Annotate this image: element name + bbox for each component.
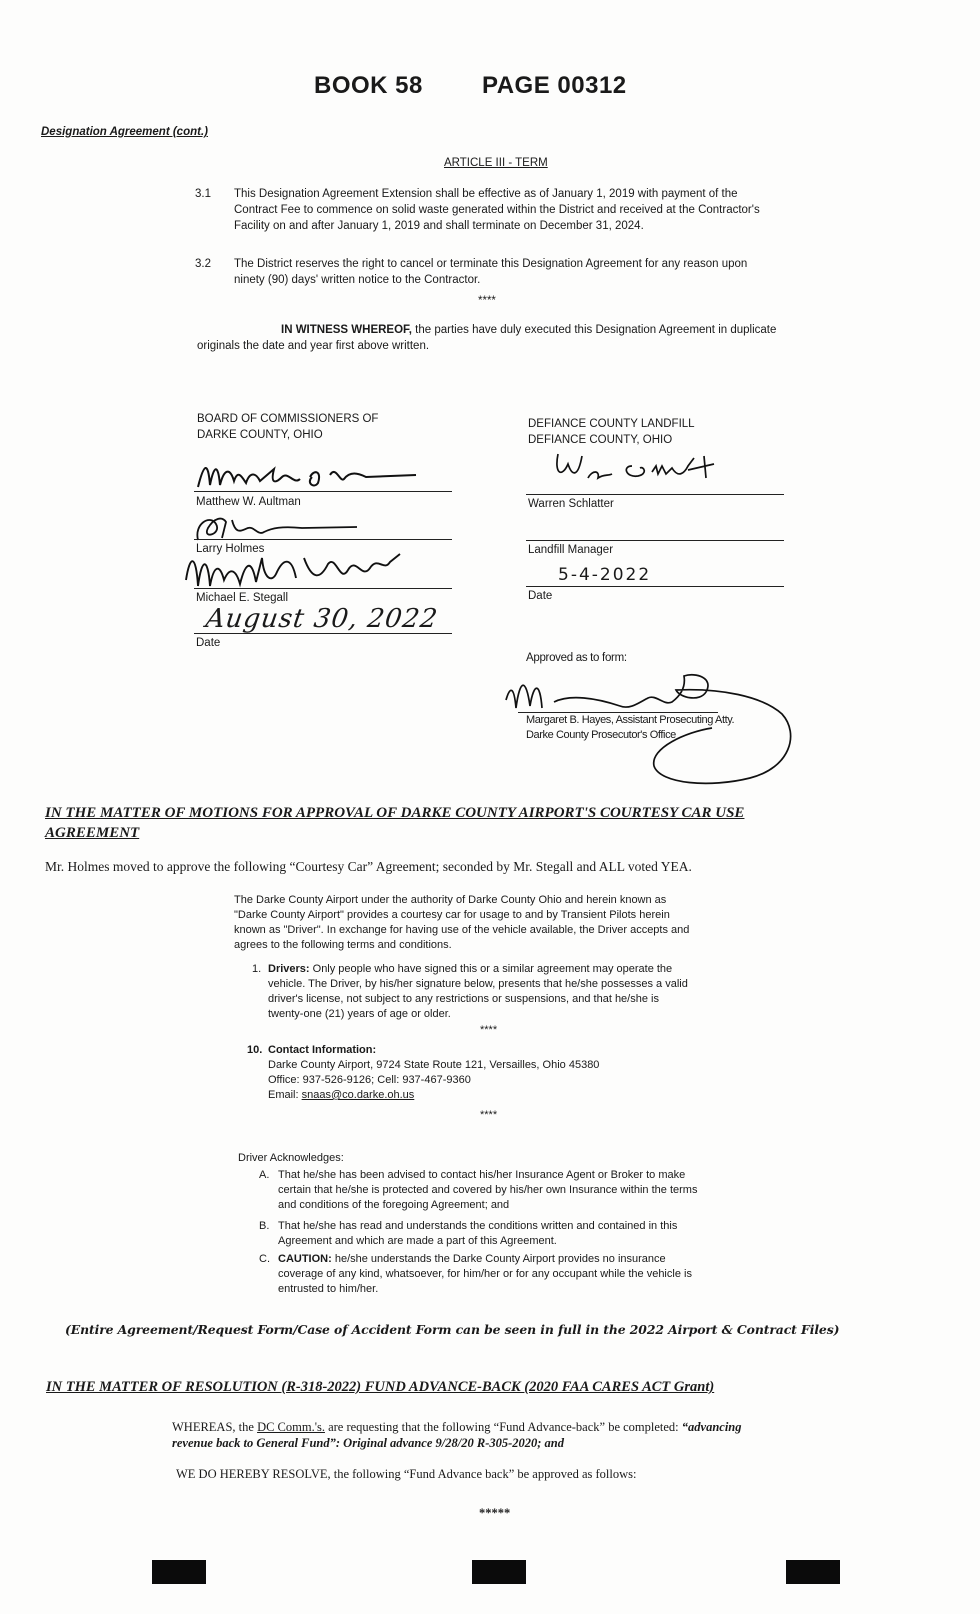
redaction-bar — [786, 1560, 840, 1584]
approved-label: Approved as to form: — [526, 652, 627, 664]
list-number: 1. — [252, 963, 262, 975]
redaction-bar — [152, 1560, 206, 1584]
book-number: BOOK 58 — [314, 72, 423, 99]
whereas-clause: WHEREAS, the DC Comm.'s. are requesting that the following “Fund Advance-back” be completed: “advancing revenue back to General Fund”: Original advance 9/28/20 R-305-2020; and — [172, 1420, 742, 1450]
section-label: Designation Agreement (cont.) — [41, 126, 208, 138]
signer-name: Matthew W. Aultman — [196, 496, 301, 508]
resolution-heading: IN THE MATTER OF RESOLUTION (R-318-2022) FUND ADVANCE-BACK (2020 FAA CARES ACT Grant) — [46, 1379, 715, 1395]
signer-title: Landfill Manager — [528, 544, 614, 556]
separator-stars: **** — [480, 1024, 498, 1036]
list-letter: A. — [259, 1169, 270, 1181]
airport-motion: Mr. Holmes moved to approve the following “Courtesy Car” Agreement; seconded by Mr. Stegall and ALL voted YEA. — [45, 859, 692, 874]
list-letter: B. — [259, 1220, 270, 1232]
item-drivers: Drivers: Only people who have signed this or a similar agreement may operate the vehicle. The Driver, by his/her signature below, presents that he/she possesses a valid driver's license, not subject to any restrictions or suspensions, and that he/she is twenty-one (21) years of age or older. — [268, 963, 688, 1020]
separator-stars: **** — [480, 1109, 498, 1121]
ack-title: Driver Acknowledges: — [238, 1152, 344, 1164]
signer-name: Warren Schlatter — [528, 498, 614, 510]
date-label: Date — [528, 590, 553, 602]
separator-stars: ***** — [479, 1506, 511, 1520]
article-title: ARTICLE III - TERM — [444, 157, 548, 169]
handwritten-date-right: 5-4-2022 — [558, 565, 652, 585]
email-link[interactable]: snaas@co.darke.oh.us — [301, 1089, 415, 1101]
page-number: PAGE 00312 — [482, 72, 627, 99]
airport-intro: The Darke County Airport under the authority of Darke County Ohio and herein known as "Darke County Airport" provides a courtesy car for usage to and by Transient Pilots herein known as "Driver". In exchange for having use of the vehicle available, the Driver accepts and agrees to the following terms and conditions. — [234, 894, 690, 951]
airport-heading: IN THE MATTER OF MOTIONS FOR APPROVAL OF DARKE COUNTY AIRPORT'S COURTESY CAR USE AGREEMENT — [45, 805, 745, 841]
witness-clause: IN WITNESS WHEREOF, the parties have duly executed this Designation Agreement in duplicate originals the date and year first above written. — [197, 324, 777, 352]
list-number: 10. — [247, 1044, 263, 1056]
list-letter: C. — [259, 1253, 270, 1265]
section-number: 3.2 — [195, 258, 211, 270]
signer-name: Larry Holmes — [196, 543, 265, 555]
signer-name: Michael E. Stegall — [196, 592, 289, 604]
redaction-bar — [472, 1560, 526, 1584]
section-3-2-text: The District reserves the right to cancel or terminate this Designation Agreement for any reason upon ninety (90) days' written notice to the Contractor. — [234, 258, 748, 286]
approver-block: Margaret B. Hayes, Assistant Prosecuting Atty. Darke County Prosecutor's Office — [526, 714, 735, 741]
handwritten-date-left: August 30, 2022 — [203, 604, 440, 634]
item-contact: Contact Information: Darke County Airport, 9724 State Route 121, Versailles, Ohio 45380 Office: 937-526-9126; Cell: 937-467-9360 Email: snaas@co.darke.oh.us — [268, 1044, 600, 1101]
agreement-note: (Entire Agreement/Request Form/Case of Accident Form can be seen in full in the 2022 Airport & Contract Files) — [65, 1322, 840, 1337]
right-org: DEFIANCE COUNTY LANDFILL DEFIANCE COUNTY, OHIO — [528, 418, 695, 446]
ack-item-c: CAUTION: he/she understands the Darke County Airport provides no insurance coverage of any kind, whatsoever, for him/her or for any occupant while the vehicle is entrusted to him/her. — [278, 1253, 692, 1295]
signature-schlatter — [548, 448, 748, 493]
ack-item-a: That he/she has been advised to contact his/her Insurance Agent or Broker to make certain that he/she is protected and covered by his/her own Insurance within the terms and conditions of the foregoing Agreement; and — [278, 1169, 698, 1211]
section-number: 3.1 — [195, 188, 211, 200]
separator-stars: **** — [478, 295, 496, 307]
left-org: BOARD OF COMMISSIONERS OF DARKE COUNTY, OHIO — [197, 413, 379, 441]
section-3-1-text: This Designation Agreement Extension shall be effective as of January 1, 2019 with payment of the Contract Fee to commence on solid waste generated within the District and received at the Contractor's Facility on and after January 1, 2019 and shall terminate on December 31, 2024. — [234, 188, 760, 232]
ack-item-b: That he/she has read and understands the conditions written and contained in this Agreement and which are made a part of this Agreement. — [278, 1220, 678, 1247]
resolve-clause: WE DO HEREBY RESOLVE, the following “Fund Advance back” be approved as follows: — [176, 1467, 637, 1481]
date-label: Date — [196, 637, 221, 649]
